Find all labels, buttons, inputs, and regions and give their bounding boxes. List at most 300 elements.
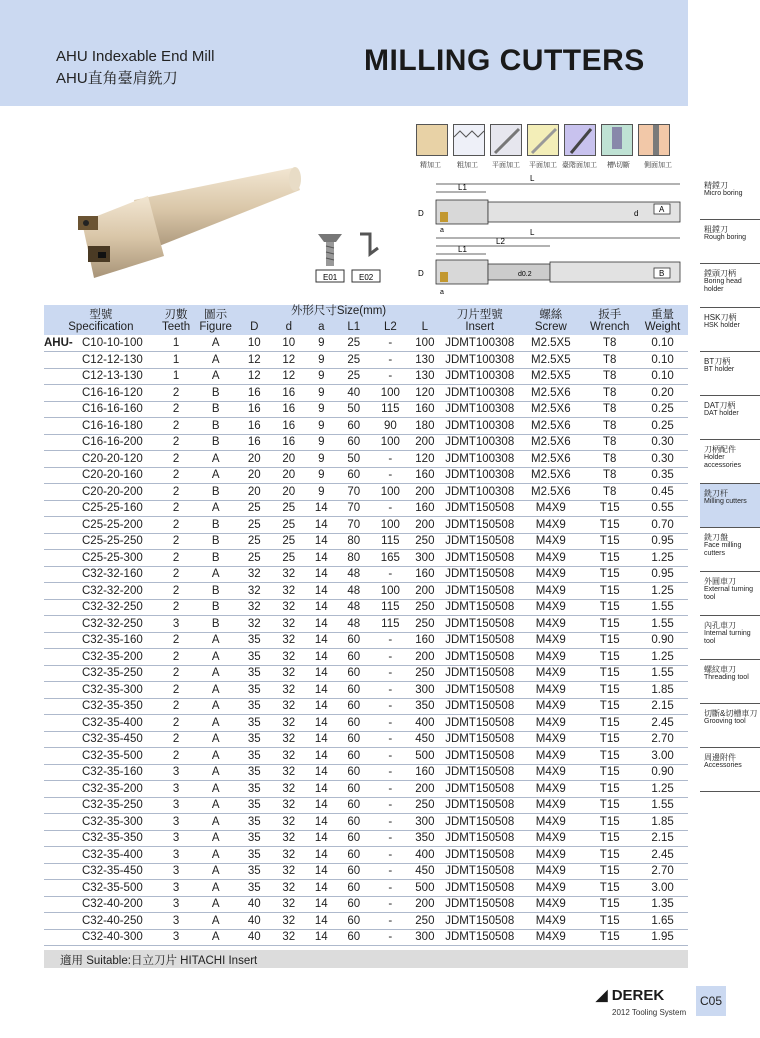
col-figure-en: Figure xyxy=(199,321,232,333)
table-cell: 2 xyxy=(158,533,195,550)
table-cell: M4X9 xyxy=(519,929,582,946)
table-cell xyxy=(44,715,158,732)
sidebar-item-grooving[interactable] xyxy=(700,704,760,748)
plane-milling-icon xyxy=(527,124,559,156)
table-cell: JDMT150508 xyxy=(440,731,519,748)
col-wrench-zh: 扳手 xyxy=(598,309,622,321)
table-cell: 1 xyxy=(158,335,195,352)
sidebar-item-holder-accessories[interactable] xyxy=(700,440,760,484)
table-row xyxy=(44,764,688,781)
e02-label: E02 xyxy=(359,273,374,282)
type-a-label: A xyxy=(659,205,665,214)
spec-code: C20-20-200 xyxy=(82,485,143,498)
table-cell: JDMT150508 xyxy=(440,863,519,880)
table-cell: 32 xyxy=(272,880,307,897)
table-cell: T15 xyxy=(582,863,637,880)
table-cell: JDMT150508 xyxy=(440,682,519,699)
table-cell: 14 xyxy=(306,599,336,616)
table-row xyxy=(44,913,688,930)
table-cell: A xyxy=(194,698,237,715)
table-cell: T15 xyxy=(582,880,637,897)
sidebar-item-label: 外圓車刀 xyxy=(704,577,736,586)
table-cell: 2 xyxy=(158,500,195,517)
table-cell: 14 xyxy=(306,764,336,781)
table-cell: 1.25 xyxy=(637,649,688,666)
col-size-group: 外形尺寸Size(mm) xyxy=(290,305,387,317)
table-cell: M4X9 xyxy=(519,830,582,847)
sidebar-item-label-en: HSK holder xyxy=(704,322,740,329)
col-D: D xyxy=(250,321,259,333)
table-cell: 60 xyxy=(337,649,372,666)
table-cell: M2.5X5 xyxy=(519,352,582,369)
table-cell: B xyxy=(194,434,237,451)
table-cell: M4X9 xyxy=(519,566,582,583)
table-cell: JDMT100308 xyxy=(440,434,519,451)
table-cell xyxy=(44,616,158,633)
page-header xyxy=(0,0,688,106)
spec-code: C32-35-160 xyxy=(82,766,143,779)
a-small-label-b: a xyxy=(440,289,444,296)
sidebar-item-label-en: Holder accessories xyxy=(704,454,741,469)
sidebar-item-external-turning[interactable] xyxy=(700,572,760,616)
col-figure-zh: 圖示 xyxy=(204,309,228,321)
table-cell: B xyxy=(194,616,237,633)
d-small-label: d xyxy=(634,209,639,218)
table-cell: M4X9 xyxy=(519,748,582,765)
table-cell: T15 xyxy=(582,847,637,864)
table-cell: M4X9 xyxy=(519,649,582,666)
table-cell: 32 xyxy=(272,682,307,699)
sidebar-item-bt[interactable] xyxy=(700,352,760,396)
table-cell: T8 xyxy=(582,401,637,418)
slotting-icon xyxy=(601,124,633,156)
table-cell xyxy=(44,847,158,864)
col-weight xyxy=(637,305,688,335)
table-cell: 40 xyxy=(237,896,272,913)
table-cell: 12 xyxy=(237,368,272,385)
table-cell: M4X9 xyxy=(519,632,582,649)
table-cell: 10 xyxy=(272,335,307,352)
col-d: d xyxy=(285,321,292,333)
sidebar-item-label-en: Internal turning tool xyxy=(704,630,751,645)
table-row xyxy=(44,434,688,451)
table-cell: 2 xyxy=(158,632,195,649)
table-cell: 3 xyxy=(158,880,195,897)
table-cell xyxy=(44,764,158,781)
table-cell: JDMT150508 xyxy=(440,913,519,930)
table-cell: 14 xyxy=(306,797,336,814)
table-cell: 70 xyxy=(337,500,372,517)
table-cell: 450 xyxy=(410,863,440,880)
table-cell: 25 xyxy=(237,517,272,534)
subtitle-zh: AHU直角臺肩銑刀 xyxy=(56,70,178,87)
table-cell xyxy=(44,418,158,435)
table-cell: 25 xyxy=(337,368,372,385)
table-cell xyxy=(44,335,158,352)
table-cell: 60 xyxy=(337,863,372,880)
brand-mark-icon: ◢ xyxy=(596,987,608,1004)
spec-code: C20-20-120 xyxy=(82,452,143,465)
table-cell: 60 xyxy=(337,781,372,798)
page-title: MILLING CUTTERS xyxy=(364,44,645,77)
operation-icons xyxy=(412,124,688,172)
sidebar-item-rough-boring[interactable] xyxy=(700,220,760,264)
table-cell: B xyxy=(194,418,237,435)
table-cell: B xyxy=(194,550,237,567)
table-cell: 200 xyxy=(410,781,440,798)
table-cell: 14 xyxy=(306,731,336,748)
table-cell: 50 xyxy=(337,451,372,468)
table-cell: 60 xyxy=(337,682,372,699)
spec-code: C32-35-400 xyxy=(82,848,143,861)
table-header xyxy=(44,305,688,335)
sidebar-item-threading[interactable] xyxy=(700,660,760,704)
col-weight-zh: 重量 xyxy=(651,309,675,321)
table-cell: 3 xyxy=(158,797,195,814)
table-cell: 32 xyxy=(272,599,307,616)
table-cell: 1.95 xyxy=(637,929,688,946)
table-cell: A xyxy=(194,715,237,732)
table-row xyxy=(44,896,688,913)
sidebar-item-accessories[interactable] xyxy=(700,748,760,792)
table-cell: 115 xyxy=(371,401,410,418)
col-teeth xyxy=(158,305,195,335)
table-cell: - xyxy=(371,913,410,930)
table-cell: T8 xyxy=(582,368,637,385)
category-sidebar xyxy=(700,176,760,792)
sidebar-item-micro-boring[interactable] xyxy=(700,176,760,220)
table-cell: 0.30 xyxy=(637,451,688,468)
sidebar-item-label-en: Grooving tool xyxy=(704,718,746,725)
table-cell xyxy=(44,517,158,534)
table-cell: M4X9 xyxy=(519,715,582,732)
table-cell: 32 xyxy=(272,583,307,600)
table-cell: 16 xyxy=(272,401,307,418)
table-cell: 2 xyxy=(158,665,195,682)
table-cell: - xyxy=(371,748,410,765)
table-cell: T15 xyxy=(582,731,637,748)
table-cell: 1.55 xyxy=(637,599,688,616)
table-cell: B xyxy=(194,385,237,402)
table-cell: 2 xyxy=(158,418,195,435)
col-L2: L2 xyxy=(383,321,397,333)
table-cell: 60 xyxy=(337,715,372,732)
table-cell: 2.45 xyxy=(637,715,688,732)
table-cell: 0.90 xyxy=(637,632,688,649)
table-cell: 14 xyxy=(306,814,336,831)
col-insert-zh: 刀片型號 xyxy=(456,309,503,321)
table-cell: 48 xyxy=(337,583,372,600)
table-cell: 14 xyxy=(306,583,336,600)
table-cell: 200 xyxy=(410,649,440,666)
table-cell: 14 xyxy=(306,880,336,897)
table-cell: 2.70 xyxy=(637,731,688,748)
table-cell: 14 xyxy=(306,616,336,633)
table-cell: JDMT150508 xyxy=(440,830,519,847)
table-cell: JDMT150508 xyxy=(440,929,519,946)
sidebar-item-label-en: Accessories xyxy=(704,762,742,769)
table-cell: M2.5X5 xyxy=(519,368,582,385)
sidebar-item-internal-turning[interactable] xyxy=(700,616,760,660)
table-cell: A xyxy=(194,764,237,781)
table-row xyxy=(44,781,688,798)
table-cell: - xyxy=(371,632,410,649)
table-cell: 14 xyxy=(306,847,336,864)
table-cell: 1.85 xyxy=(637,682,688,699)
col-L: L xyxy=(421,321,429,333)
table-cell: 0.10 xyxy=(637,368,688,385)
side-milling-icon xyxy=(638,124,670,156)
table-cell: 9 xyxy=(306,434,336,451)
table-cell: 3.00 xyxy=(637,748,688,765)
sidebar-item-label: 鏜頭刀柄 xyxy=(704,269,736,278)
table-cell: 1.65 xyxy=(637,913,688,930)
table-cell xyxy=(44,748,158,765)
table-cell: 2 xyxy=(158,401,195,418)
table-cell: 500 xyxy=(410,748,440,765)
spec-code: C16-16-180 xyxy=(82,419,143,432)
screw-wrench-figure xyxy=(312,228,388,284)
table-cell: 2 xyxy=(158,467,195,484)
op-caption: 槽\切斷 xyxy=(607,162,630,169)
table-cell: A xyxy=(194,467,237,484)
table-cell: 14 xyxy=(306,632,336,649)
table-cell: 12 xyxy=(272,368,307,385)
table-cell: 0.55 xyxy=(637,500,688,517)
table-cell: 32 xyxy=(272,814,307,831)
table-cell: M4X9 xyxy=(519,517,582,534)
table-cell: JDMT150508 xyxy=(440,500,519,517)
sidebar-item-label: 粗鏜刀 xyxy=(704,225,728,234)
table-cell: M2.5X6 xyxy=(519,484,582,501)
table-cell: 3 xyxy=(158,896,195,913)
spec-code: C32-40-200 xyxy=(82,898,143,911)
sidebar-item-label: 精鏜刀 xyxy=(704,181,728,190)
table-cell xyxy=(44,781,158,798)
table-cell: M4X9 xyxy=(519,731,582,748)
table-cell: M4X9 xyxy=(519,698,582,715)
table-cell: JDMT150508 xyxy=(440,533,519,550)
table-cell: 60 xyxy=(337,764,372,781)
table-row xyxy=(44,698,688,715)
table-row xyxy=(44,880,688,897)
table-cell: 0.70 xyxy=(637,517,688,534)
sidebar-item-label: DAT刀柄 xyxy=(704,401,736,410)
table-cell: 3 xyxy=(158,764,195,781)
table-cell: 1.25 xyxy=(637,781,688,798)
table-cell: 32 xyxy=(272,731,307,748)
table-cell: - xyxy=(371,814,410,831)
table-cell: 48 xyxy=(337,599,372,616)
spec-code: C32-32-250 xyxy=(82,601,143,614)
table-cell: A xyxy=(194,913,237,930)
table-cell: 32 xyxy=(272,748,307,765)
table-cell: 60 xyxy=(337,418,372,435)
table-cell: 350 xyxy=(410,698,440,715)
table-cell: JDMT150508 xyxy=(440,880,519,897)
table-cell: 60 xyxy=(337,797,372,814)
table-cell: A xyxy=(194,797,237,814)
table-cell xyxy=(44,533,158,550)
table-cell: 100 xyxy=(371,385,410,402)
table-cell: 80 xyxy=(337,550,372,567)
table-cell: 115 xyxy=(371,599,410,616)
sidebar-item-label-en: Threading tool xyxy=(704,674,749,681)
table-cell: M2.5X6 xyxy=(519,451,582,468)
spec-table xyxy=(44,305,688,946)
table-cell: - xyxy=(371,764,410,781)
table-cell: 16 xyxy=(272,385,307,402)
table-cell: 12 xyxy=(272,352,307,369)
table-cell: JDMT150508 xyxy=(440,599,519,616)
spec-code: C32-35-300 xyxy=(82,815,143,828)
table-cell: - xyxy=(371,566,410,583)
table-cell: 14 xyxy=(306,500,336,517)
table-cell: 2 xyxy=(158,682,195,699)
spec-code: C16-16-120 xyxy=(82,386,143,399)
table-cell: 32 xyxy=(272,929,307,946)
table-cell: 60 xyxy=(337,467,372,484)
table-cell: 200 xyxy=(410,434,440,451)
table-cell: 35 xyxy=(237,698,272,715)
sidebar-item-milling-cutters[interactable] xyxy=(700,484,760,528)
spec-code: C32-35-200 xyxy=(82,782,143,795)
table-cell: 2 xyxy=(158,550,195,567)
table-row xyxy=(44,863,688,880)
table-cell: 25 xyxy=(237,500,272,517)
col-teeth-en: Teeth xyxy=(161,321,191,333)
table-row xyxy=(44,484,688,501)
sidebar-item-label: 螺紋車刀 xyxy=(704,665,736,674)
table-cell: A xyxy=(194,451,237,468)
table-cell: 25 xyxy=(337,335,372,352)
table-cell: 400 xyxy=(410,715,440,732)
table-cell: 35 xyxy=(237,863,272,880)
table-cell: JDMT150508 xyxy=(440,896,519,913)
table-cell: 60 xyxy=(337,731,372,748)
table-cell: 2 xyxy=(158,517,195,534)
sidebar-item-face-milling[interactable] xyxy=(700,528,760,572)
table-cell: 35 xyxy=(237,632,272,649)
sidebar-item-label: 銑刀杆 xyxy=(704,489,728,498)
table-cell: T15 xyxy=(582,599,637,616)
spec-code: C20-20-160 xyxy=(82,469,143,482)
table-cell: 14 xyxy=(306,715,336,732)
table-cell: 60 xyxy=(337,632,372,649)
spec-code: C25-25-300 xyxy=(82,551,143,564)
table-cell: 400 xyxy=(410,847,440,864)
sidebar-item-hsk[interactable] xyxy=(700,308,760,352)
table-row xyxy=(44,467,688,484)
table-cell: 32 xyxy=(272,698,307,715)
table-row xyxy=(44,533,688,550)
table-cell: 20 xyxy=(237,451,272,468)
table-cell: 100 xyxy=(371,517,410,534)
table-cell: T15 xyxy=(582,500,637,517)
table-cell xyxy=(44,880,158,897)
spec-code: C25-25-160 xyxy=(82,502,143,515)
table-cell xyxy=(44,434,158,451)
table-cell: - xyxy=(371,863,410,880)
table-cell: 32 xyxy=(272,665,307,682)
sidebar-item-boring-head[interactable] xyxy=(700,264,760,308)
table-cell: 1 xyxy=(158,352,195,369)
table-cell: 35 xyxy=(237,665,272,682)
table-row xyxy=(44,731,688,748)
table-cell: B xyxy=(194,484,237,501)
table-cell: - xyxy=(371,880,410,897)
l-label: L xyxy=(530,174,535,183)
table-cell: T15 xyxy=(582,583,637,600)
table-cell: M4X9 xyxy=(519,616,582,633)
table-cell: M2.5X6 xyxy=(519,467,582,484)
spec-code: C16-16-160 xyxy=(82,403,143,416)
table-cell: 3 xyxy=(158,913,195,930)
d-big-label: D xyxy=(418,209,424,218)
sidebar-item-label-en: Micro boring xyxy=(704,190,743,197)
table-row xyxy=(44,401,688,418)
table-cell: - xyxy=(371,500,410,517)
table-cell: 60 xyxy=(337,830,372,847)
table-cell: T15 xyxy=(582,929,637,946)
end-mill-photo xyxy=(64,160,314,290)
table-cell: JDMT100308 xyxy=(440,451,519,468)
sidebar-item-label-en: Face milling cutters xyxy=(704,542,742,557)
table-cell: 120 xyxy=(410,385,440,402)
table-cell: 160 xyxy=(410,401,440,418)
table-cell: 0.35 xyxy=(637,467,688,484)
table-cell: JDMT150508 xyxy=(440,698,519,715)
table-cell: - xyxy=(371,451,410,468)
spec-code: C32-35-200 xyxy=(82,650,143,663)
spec-code: C32-35-350 xyxy=(82,700,143,713)
table-cell: M4X9 xyxy=(519,533,582,550)
table-cell xyxy=(44,863,158,880)
table-cell: T15 xyxy=(582,566,637,583)
table-cell: 350 xyxy=(410,830,440,847)
table-cell: JDMT150508 xyxy=(440,649,519,666)
table-row xyxy=(44,418,688,435)
sidebar-item-dat[interactable] xyxy=(700,396,760,440)
table-cell: JDMT150508 xyxy=(440,797,519,814)
table-cell: 16 xyxy=(237,418,272,435)
table-cell xyxy=(44,401,158,418)
table-cell: 32 xyxy=(272,764,307,781)
table-cell: T15 xyxy=(582,698,637,715)
table-cell: 160 xyxy=(410,764,440,781)
table-cell: T15 xyxy=(582,550,637,567)
table-cell: A xyxy=(194,863,237,880)
table-row xyxy=(44,797,688,814)
table-cell: 3 xyxy=(158,929,195,946)
sidebar-item-label: HSK刀柄 xyxy=(704,313,737,322)
table-cell: JDMT150508 xyxy=(440,517,519,534)
table-cell: 35 xyxy=(237,682,272,699)
brand-tagline: 2012 Tooling System xyxy=(612,1008,687,1017)
table-cell: 32 xyxy=(272,830,307,847)
table-cell: 0.45 xyxy=(637,484,688,501)
table-cell: JDMT150508 xyxy=(440,715,519,732)
table-cell: 25 xyxy=(272,500,307,517)
table-cell: 14 xyxy=(306,698,336,715)
table-cell: M4X9 xyxy=(519,550,582,567)
table-cell: 14 xyxy=(306,550,336,567)
table-cell: T15 xyxy=(582,913,637,930)
sidebar-item-label: 刀柄配件 xyxy=(704,445,736,454)
table-row xyxy=(44,517,688,534)
table-cell: 2 xyxy=(158,434,195,451)
table-cell: 14 xyxy=(306,748,336,765)
